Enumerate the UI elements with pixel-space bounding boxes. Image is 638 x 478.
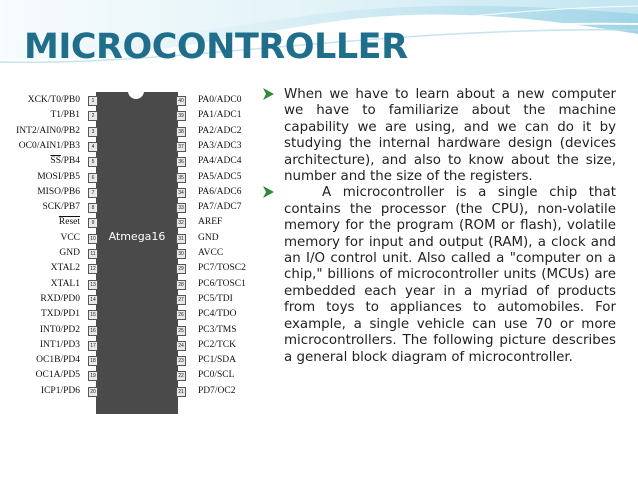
pin-label: OC0/AIN1/PB3	[18, 140, 80, 151]
pin-number: 11	[88, 249, 98, 259]
pin-number: 36	[176, 157, 186, 167]
arrow-bullet-icon	[263, 186, 274, 198]
pin-number: 26	[176, 310, 186, 320]
pin-label: MISO/PB6	[37, 186, 80, 197]
pin-number: 16	[88, 326, 98, 336]
pin-number: 40	[176, 96, 186, 106]
pin-number: 10	[88, 234, 98, 244]
pin-number: 35	[176, 173, 186, 183]
pin-label: PC1/SDA	[198, 355, 237, 366]
pin-number: 17	[88, 341, 98, 351]
pin-number: 9	[88, 218, 98, 228]
bullet-item	[262, 185, 616, 365]
pin-number: 37	[176, 142, 186, 152]
pin-label: TXD/PD1	[40, 309, 80, 320]
pin-number: 15	[88, 310, 98, 320]
arrow-bullet-icon	[263, 88, 274, 100]
pin-number: 18	[88, 356, 98, 366]
pin-label: VCC	[60, 232, 80, 243]
pin-label: MOSI/PB5	[37, 171, 80, 182]
pin-number: 24	[176, 341, 186, 351]
pin-number: 1	[88, 96, 98, 106]
pin-number: 7	[88, 188, 98, 198]
pin-number: 27	[176, 295, 186, 305]
pin-number: 4	[88, 142, 98, 152]
pin-label: AREF	[198, 217, 223, 228]
pin-number: 3	[88, 127, 98, 137]
pin-label: PA2/ADC2	[198, 125, 242, 136]
pin-label: $\overline{SS}/PB4$	[50, 156, 80, 167]
pin-label: T1/PB1	[50, 110, 80, 121]
pin-label: XTAL2	[50, 263, 80, 274]
pin-label: PA3/ADC3	[198, 140, 242, 151]
pin-number: 28	[176, 280, 186, 290]
pin-number: 32	[176, 218, 186, 228]
pin-label: PD7/OC2	[198, 385, 236, 396]
pin-label: AVCC	[198, 248, 224, 258]
pin-number: 19	[88, 371, 98, 381]
pin-number: 39	[176, 111, 186, 121]
bullet-item	[262, 87, 616, 185]
pin-number: 20	[88, 387, 98, 397]
pin-label: PC3/TMS	[198, 324, 237, 335]
pin-number: 8	[88, 203, 98, 213]
bullet-text: A microcontroller is a single chip that contains the processor (the CPU), non-volatile memory for the program (ROM or flash), volatile memory for input and output (RAM), a clock and an I/O control unit. Also called a "computer on a chip," billions of microcontroller units (MCUs) are embedded each year in a myriad of products from toys to appliances to automobiles. For example, a single vehicle can use 70 or more microcontrollers. The following picture describes a general block diagram of microcontroller.	[284, 185, 616, 365]
bullet-list	[262, 87, 616, 366]
pin-label: PC0/SCL	[198, 370, 235, 381]
pin-label: XCK/T0/PB0	[27, 95, 80, 105]
pin-label: INT2/AIN0/PB2	[16, 125, 80, 136]
pin-label: INT0/PD2	[39, 324, 80, 335]
pin-label: RXD/PD0	[40, 293, 80, 304]
pin-label: Reset	[58, 217, 80, 228]
pin-label: OC1A/PD5	[35, 370, 80, 381]
chip-body	[96, 92, 178, 414]
pin-label: PA6/ADC6	[198, 186, 242, 197]
pin-label: OC1B/PD4	[36, 355, 80, 366]
pin-number: 6	[88, 173, 98, 183]
pin-number: 5	[88, 157, 98, 167]
pin-number: 23	[176, 356, 186, 366]
pin-number: 25	[176, 326, 186, 336]
pin-label: PA0/ADC0	[198, 95, 242, 105]
pin-number: 29	[176, 264, 186, 274]
pin-label: INT1/PD3	[39, 339, 80, 350]
pin-number: 12	[88, 264, 98, 274]
pin-label: PA4/ADC4	[198, 156, 242, 167]
pin-label: PC2/TCK	[198, 339, 237, 350]
pin-label: PC7/TOSC2	[198, 263, 246, 274]
pin-number: 30	[176, 249, 186, 259]
chip-pinout-diagram	[0, 92, 258, 414]
pin-number: 21	[176, 387, 186, 397]
pin-label: XTAL1	[50, 278, 80, 289]
pin-label: PA5/ADC5	[198, 171, 242, 182]
pin-label: GND	[198, 232, 219, 243]
pin-number: 38	[176, 127, 186, 137]
pin-label: PA7/ADC7	[198, 202, 242, 213]
pin-number: 22	[176, 371, 186, 381]
pin-label: SCK/PB7	[42, 202, 80, 213]
bullet-text: When we have to learn about a new computer we have to familiarize about the machine capability we are using, and we can do it by studying the internal hardware design (devices architecture), and also to know about the size, number and the size of the registers.	[284, 87, 616, 185]
pin-number: 34	[176, 188, 186, 198]
slide-title: MICROCONTROLLER	[24, 27, 408, 67]
pin-label: PA1/ADC1	[198, 110, 242, 121]
pin-label: PC5/TDI	[198, 293, 233, 304]
chip-name: Atmega16	[108, 230, 166, 243]
pin-number: 33	[176, 203, 186, 213]
pin-number: 2	[88, 111, 98, 121]
pin-number: 13	[88, 280, 98, 290]
pin-number: 31	[176, 234, 186, 244]
pin-label: PC6/TOSC1	[198, 278, 246, 289]
pin-label: PC4/TDO	[198, 309, 237, 320]
pin-number: 14	[88, 295, 98, 305]
pin-label: ICP1/PD6	[40, 385, 80, 396]
pin-label: GND	[59, 248, 80, 258]
